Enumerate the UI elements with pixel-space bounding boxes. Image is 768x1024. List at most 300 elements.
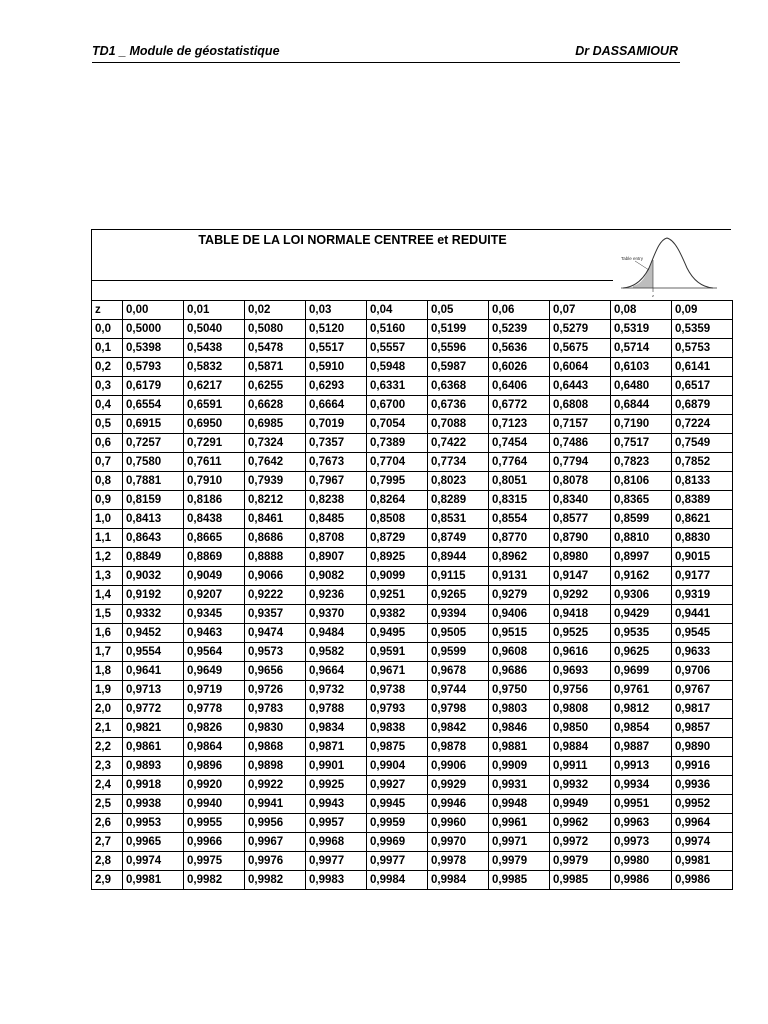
z-value-cell: 2,2 [92,738,123,757]
probability-cell: 0,9963 [611,814,672,833]
header-course-title: TD1 _ Module de géostatistique [92,44,280,58]
probability-cell: 0,8051 [489,472,550,491]
probability-cell: 0,9515 [489,624,550,643]
probability-cell: 0,9115 [428,567,489,586]
probability-cell: 0,5753 [672,339,733,358]
z-value-cell: 2,5 [92,795,123,814]
probability-cell: 0,7764 [489,453,550,472]
z-value-cell: 0,7 [92,453,123,472]
probability-cell: 0,9985 [489,871,550,890]
probability-cell: 0,8708 [306,529,367,548]
z-value-cell: 2,4 [92,776,123,795]
table-row [92,358,733,377]
probability-cell: 0,9099 [367,567,428,586]
probability-cell: 0,6026 [489,358,550,377]
probability-cell: 0,9974 [123,852,184,871]
probability-cell: 0,9625 [611,643,672,662]
table-row [92,757,733,776]
probability-cell: 0,7995 [367,472,428,491]
probability-cell: 0,9965 [123,833,184,852]
table-title-box [91,229,731,300]
probability-cell: 0,9922 [245,776,306,795]
table-row [92,662,733,681]
probability-cell: 0,9207 [184,586,245,605]
table-row [92,833,733,852]
probability-cell: 0,9649 [184,662,245,681]
probability-cell: 0,5199 [428,320,489,339]
table-row [92,795,733,814]
probability-cell: 0,9974 [672,833,733,852]
probability-cell: 0,9951 [611,795,672,814]
z-value-cell: 2,7 [92,833,123,852]
probability-cell: 0,9968 [306,833,367,852]
table-row [92,605,733,624]
probability-cell: 0,9986 [672,871,733,890]
probability-cell: 0,9713 [123,681,184,700]
column-header: 0,06 [489,301,550,320]
probability-cell: 0,9884 [550,738,611,757]
normal-table [91,300,733,890]
probability-cell: 0,9357 [245,605,306,624]
probability-cell: 0,9977 [306,852,367,871]
header-author: Dr DASSAMIOUR [575,44,678,58]
z-value-cell: 1,6 [92,624,123,643]
z-value-cell: 1,2 [92,548,123,567]
probability-cell: 0,9783 [245,700,306,719]
probability-cell: 0,8106 [611,472,672,491]
table-row [92,491,733,510]
probability-cell: 0,8830 [672,529,733,548]
probability-cell: 0,9686 [489,662,550,681]
table-row [92,339,733,358]
probability-cell: 0,9949 [550,795,611,814]
probability-cell: 0,9706 [672,662,733,681]
probability-cell: 0,6950 [184,415,245,434]
probability-cell: 0,9978 [428,852,489,871]
probability-cell: 0,6406 [489,377,550,396]
probability-cell: 0,6772 [489,396,550,415]
column-header: 0,03 [306,301,367,320]
probability-cell: 0,9778 [184,700,245,719]
probability-cell: 0,9854 [611,719,672,738]
probability-cell: 0,8186 [184,491,245,510]
probability-cell: 0,8413 [123,510,184,529]
z-value-cell: 2,9 [92,871,123,890]
table-row [92,776,733,795]
probability-cell: 0,9918 [123,776,184,795]
probability-cell: 0,5319 [611,320,672,339]
probability-cell: 0,9946 [428,795,489,814]
normal-curve-figure [613,230,731,300]
probability-cell: 0,9826 [184,719,245,738]
probability-cell: 0,9986 [611,871,672,890]
probability-cell: 0,7454 [489,434,550,453]
table-title: TABLE DE LA LOI NORMALE CENTREE et REDUITE [198,233,507,247]
probability-cell: 0,5000 [123,320,184,339]
probability-cell: 0,9032 [123,567,184,586]
probability-cell: 0,6331 [367,377,428,396]
probability-cell: 0,9981 [672,852,733,871]
probability-cell: 0,8790 [550,529,611,548]
probability-cell: 0,9838 [367,719,428,738]
probability-cell: 0,9834 [306,719,367,738]
probability-cell: 0,9265 [428,586,489,605]
probability-cell: 0,5910 [306,358,367,377]
z-value-cell: 1,0 [92,510,123,529]
probability-cell: 0,9319 [672,586,733,605]
column-header: 0,05 [428,301,489,320]
probability-cell: 0,9015 [672,548,733,567]
probability-cell: 0,5987 [428,358,489,377]
probability-cell: 0,9545 [672,624,733,643]
probability-cell: 0,9875 [367,738,428,757]
probability-cell: 0,9975 [184,852,245,871]
probability-cell: 0,9887 [611,738,672,757]
probability-cell: 0,9955 [184,814,245,833]
probability-cell: 0,6879 [672,396,733,415]
probability-cell: 0,9535 [611,624,672,643]
title-divider [92,280,613,281]
table-header-row [92,301,733,320]
probability-cell: 0,9817 [672,700,733,719]
probability-cell: 0,9890 [672,738,733,757]
probability-cell: 0,9979 [550,852,611,871]
probability-cell: 0,7123 [489,415,550,434]
probability-cell: 0,7422 [428,434,489,453]
probability-cell: 0,9732 [306,681,367,700]
probability-cell: 0,9131 [489,567,550,586]
probability-cell: 0,7054 [367,415,428,434]
table-row [92,320,733,339]
probability-cell: 0,9945 [367,795,428,814]
probability-cell: 0,8621 [672,510,733,529]
probability-cell: 0,9793 [367,700,428,719]
probability-cell: 0,9925 [306,776,367,795]
table-row [92,529,733,548]
z-value-cell: 1,7 [92,643,123,662]
probability-cell: 0,9292 [550,586,611,605]
z-value-cell: 1,5 [92,605,123,624]
probability-cell: 0,8907 [306,548,367,567]
probability-cell: 0,6808 [550,396,611,415]
probability-cell: 0,9962 [550,814,611,833]
probability-cell: 0,5636 [489,339,550,358]
probability-cell: 0,8770 [489,529,550,548]
probability-cell: 0,9938 [123,795,184,814]
probability-cell: 0,9982 [245,871,306,890]
probability-cell: 0,9484 [306,624,367,643]
probability-cell: 0,8554 [489,510,550,529]
probability-cell: 0,8531 [428,510,489,529]
probability-cell: 0,5359 [672,320,733,339]
probability-cell: 0,8599 [611,510,672,529]
probability-cell: 0,9750 [489,681,550,700]
table-row [92,624,733,643]
probability-cell: 0,9969 [367,833,428,852]
probability-cell: 0,9582 [306,643,367,662]
probability-cell: 0,9952 [672,795,733,814]
probability-cell: 0,9893 [123,757,184,776]
probability-cell: 0,9345 [184,605,245,624]
probability-cell: 0,9332 [123,605,184,624]
probability-cell: 0,7549 [672,434,733,453]
probability-cell: 0,7852 [672,453,733,472]
z-value-cell: 0,6 [92,434,123,453]
z-value-cell: 1,1 [92,529,123,548]
probability-cell: 0,5948 [367,358,428,377]
table-row [92,719,733,738]
probability-cell: 0,8944 [428,548,489,567]
column-header: 0,07 [550,301,611,320]
probability-cell: 0,9664 [306,662,367,681]
probability-cell: 0,7910 [184,472,245,491]
probability-cell: 0,9798 [428,700,489,719]
probability-cell: 0,6103 [611,358,672,377]
probability-cell: 0,9982 [184,871,245,890]
probability-cell: 0,9147 [550,567,611,586]
probability-cell: 0,6217 [184,377,245,396]
probability-cell: 0,9382 [367,605,428,624]
probability-cell: 0,9222 [245,586,306,605]
probability-cell: 0,8980 [550,548,611,567]
table-row [92,586,733,605]
probability-cell: 0,9984 [367,871,428,890]
probability-cell: 0,9957 [306,814,367,833]
column-header: 0,01 [184,301,245,320]
probability-cell: 0,9678 [428,662,489,681]
probability-cell: 0,5557 [367,339,428,358]
probability-cell: 0,5517 [306,339,367,358]
probability-cell: 0,8686 [245,529,306,548]
z-column-header: z [92,301,123,320]
z-value-cell: 0,5 [92,415,123,434]
probability-cell: 0,9726 [245,681,306,700]
probability-cell: 0,7257 [123,434,184,453]
probability-cell: 0,9564 [184,643,245,662]
probability-cell: 0,9985 [550,871,611,890]
probability-cell: 0,5080 [245,320,306,339]
probability-cell: 0,5040 [184,320,245,339]
probability-cell: 0,5871 [245,358,306,377]
probability-cell: 0,9808 [550,700,611,719]
probability-cell: 0,9177 [672,567,733,586]
probability-cell: 0,9192 [123,586,184,605]
z-value-cell: 0,1 [92,339,123,358]
probability-cell: 0,7704 [367,453,428,472]
column-header: 0,08 [611,301,672,320]
z-value-cell: 1,4 [92,586,123,605]
column-header: 0,09 [672,301,733,320]
probability-cell: 0,5279 [550,320,611,339]
probability-cell: 0,8869 [184,548,245,567]
probability-cell: 0,6368 [428,377,489,396]
probability-cell: 0,8888 [245,548,306,567]
probability-cell: 0,9236 [306,586,367,605]
probability-cell: 0,7486 [550,434,611,453]
probability-cell: 0,9984 [428,871,489,890]
table-row [92,871,733,890]
probability-cell: 0,9049 [184,567,245,586]
probability-cell: 0,6985 [245,415,306,434]
probability-cell: 0,9830 [245,719,306,738]
probability-cell: 0,8212 [245,491,306,510]
probability-cell: 0,9977 [367,852,428,871]
probability-cell: 0,8849 [123,548,184,567]
z-value-cell: 2,3 [92,757,123,776]
probability-cell: 0,9772 [123,700,184,719]
probability-cell: 0,7734 [428,453,489,472]
probability-cell: 0,9961 [489,814,550,833]
probability-cell: 0,9846 [489,719,550,738]
probability-cell: 0,6141 [672,358,733,377]
probability-cell: 0,8365 [611,491,672,510]
probability-cell: 0,9896 [184,757,245,776]
probability-cell: 0,9906 [428,757,489,776]
probability-cell: 0,6628 [245,396,306,415]
probability-cell: 0,9251 [367,586,428,605]
z-label: z [652,293,654,298]
table-row [92,548,733,567]
probability-cell: 0,9554 [123,643,184,662]
probability-cell: 0,5438 [184,339,245,358]
table-row [92,738,733,757]
probability-cell: 0,9953 [123,814,184,833]
probability-cell: 0,9495 [367,624,428,643]
probability-cell: 0,9881 [489,738,550,757]
probability-cell: 0,7794 [550,453,611,472]
probability-cell: 0,8315 [489,491,550,510]
probability-cell: 0,5714 [611,339,672,358]
probability-cell: 0,8438 [184,510,245,529]
table-row [92,681,733,700]
probability-cell: 0,9966 [184,833,245,852]
probability-cell: 0,8289 [428,491,489,510]
probability-cell: 0,7324 [245,434,306,453]
probability-cell: 0,9591 [367,643,428,662]
probability-cell: 0,9936 [672,776,733,795]
probability-cell: 0,9927 [367,776,428,795]
probability-cell: 0,9967 [245,833,306,852]
probability-cell: 0,9441 [672,605,733,624]
table-row [92,852,733,871]
probability-cell: 0,7881 [123,472,184,491]
table-row [92,814,733,833]
probability-cell: 0,9082 [306,567,367,586]
probability-cell: 0,9979 [489,852,550,871]
probability-cell: 0,9878 [428,738,489,757]
probability-cell: 0,9976 [245,852,306,871]
z-value-cell: 2,1 [92,719,123,738]
probability-cell: 0,9948 [489,795,550,814]
probability-cell: 0,8238 [306,491,367,510]
probability-cell: 0,6554 [123,396,184,415]
probability-cell: 0,8925 [367,548,428,567]
probability-cell: 0,9941 [245,795,306,814]
probability-cell: 0,8997 [611,548,672,567]
probability-cell: 0,6064 [550,358,611,377]
probability-cell: 0,9920 [184,776,245,795]
probability-cell: 0,9066 [245,567,306,586]
probability-cell: 0,8078 [550,472,611,491]
probability-cell: 0,9842 [428,719,489,738]
probability-cell: 0,6255 [245,377,306,396]
probability-cell: 0,8264 [367,491,428,510]
probability-cell: 0,9474 [245,624,306,643]
probability-cell: 0,8340 [550,491,611,510]
probability-cell: 0,7939 [245,472,306,491]
z-value-cell: 0,2 [92,358,123,377]
z-value-cell: 0,4 [92,396,123,415]
probability-cell: 0,5120 [306,320,367,339]
probability-cell: 0,6844 [611,396,672,415]
probability-cell: 0,9959 [367,814,428,833]
z-value-cell: 0,0 [92,320,123,339]
probability-cell: 0,7642 [245,453,306,472]
table-row [92,453,733,472]
probability-cell: 0,9803 [489,700,550,719]
probability-cell: 0,9943 [306,795,367,814]
probability-cell: 0,9973 [611,833,672,852]
probability-cell: 0,9573 [245,643,306,662]
probability-cell: 0,5398 [123,339,184,358]
table-row [92,415,733,434]
probability-cell: 0,9913 [611,757,672,776]
probability-cell: 0,9972 [550,833,611,852]
probability-cell: 0,7224 [672,415,733,434]
probability-cell: 0,9940 [184,795,245,814]
probability-cell: 0,9981 [123,871,184,890]
probability-cell: 0,8485 [306,510,367,529]
probability-cell: 0,9821 [123,719,184,738]
probability-cell: 0,9934 [611,776,672,795]
probability-cell: 0,8159 [123,491,184,510]
probability-cell: 0,8508 [367,510,428,529]
probability-cell: 0,8023 [428,472,489,491]
probability-cell: 0,9162 [611,567,672,586]
probability-cell: 0,8962 [489,548,550,567]
z-value-cell: 2,6 [92,814,123,833]
z-value-cell: 2,0 [92,700,123,719]
probability-cell: 0,9960 [428,814,489,833]
table-entry-label: Table entry [621,256,644,261]
page-header [92,44,680,63]
probability-cell: 0,9761 [611,681,672,700]
probability-cell: 0,9693 [550,662,611,681]
table-row [92,510,733,529]
table-row [92,567,733,586]
probability-cell: 0,8133 [672,472,733,491]
probability-cell: 0,9656 [245,662,306,681]
probability-cell: 0,9699 [611,662,672,681]
probability-cell: 0,9756 [550,681,611,700]
probability-cell: 0,9932 [550,776,611,795]
probability-cell: 0,6591 [184,396,245,415]
probability-cell: 0,9861 [123,738,184,757]
probability-cell: 0,8643 [123,529,184,548]
probability-cell: 0,9306 [611,586,672,605]
table-row [92,434,733,453]
probability-cell: 0,9767 [672,681,733,700]
probability-cell: 0,9916 [672,757,733,776]
probability-cell: 0,9418 [550,605,611,624]
probability-cell: 0,9505 [428,624,489,643]
probability-cell: 0,9956 [245,814,306,833]
z-value-cell: 0,3 [92,377,123,396]
probability-cell: 0,6915 [123,415,184,434]
probability-cell: 0,9971 [489,833,550,852]
probability-cell: 0,9406 [489,605,550,624]
probability-cell: 0,9983 [306,871,367,890]
